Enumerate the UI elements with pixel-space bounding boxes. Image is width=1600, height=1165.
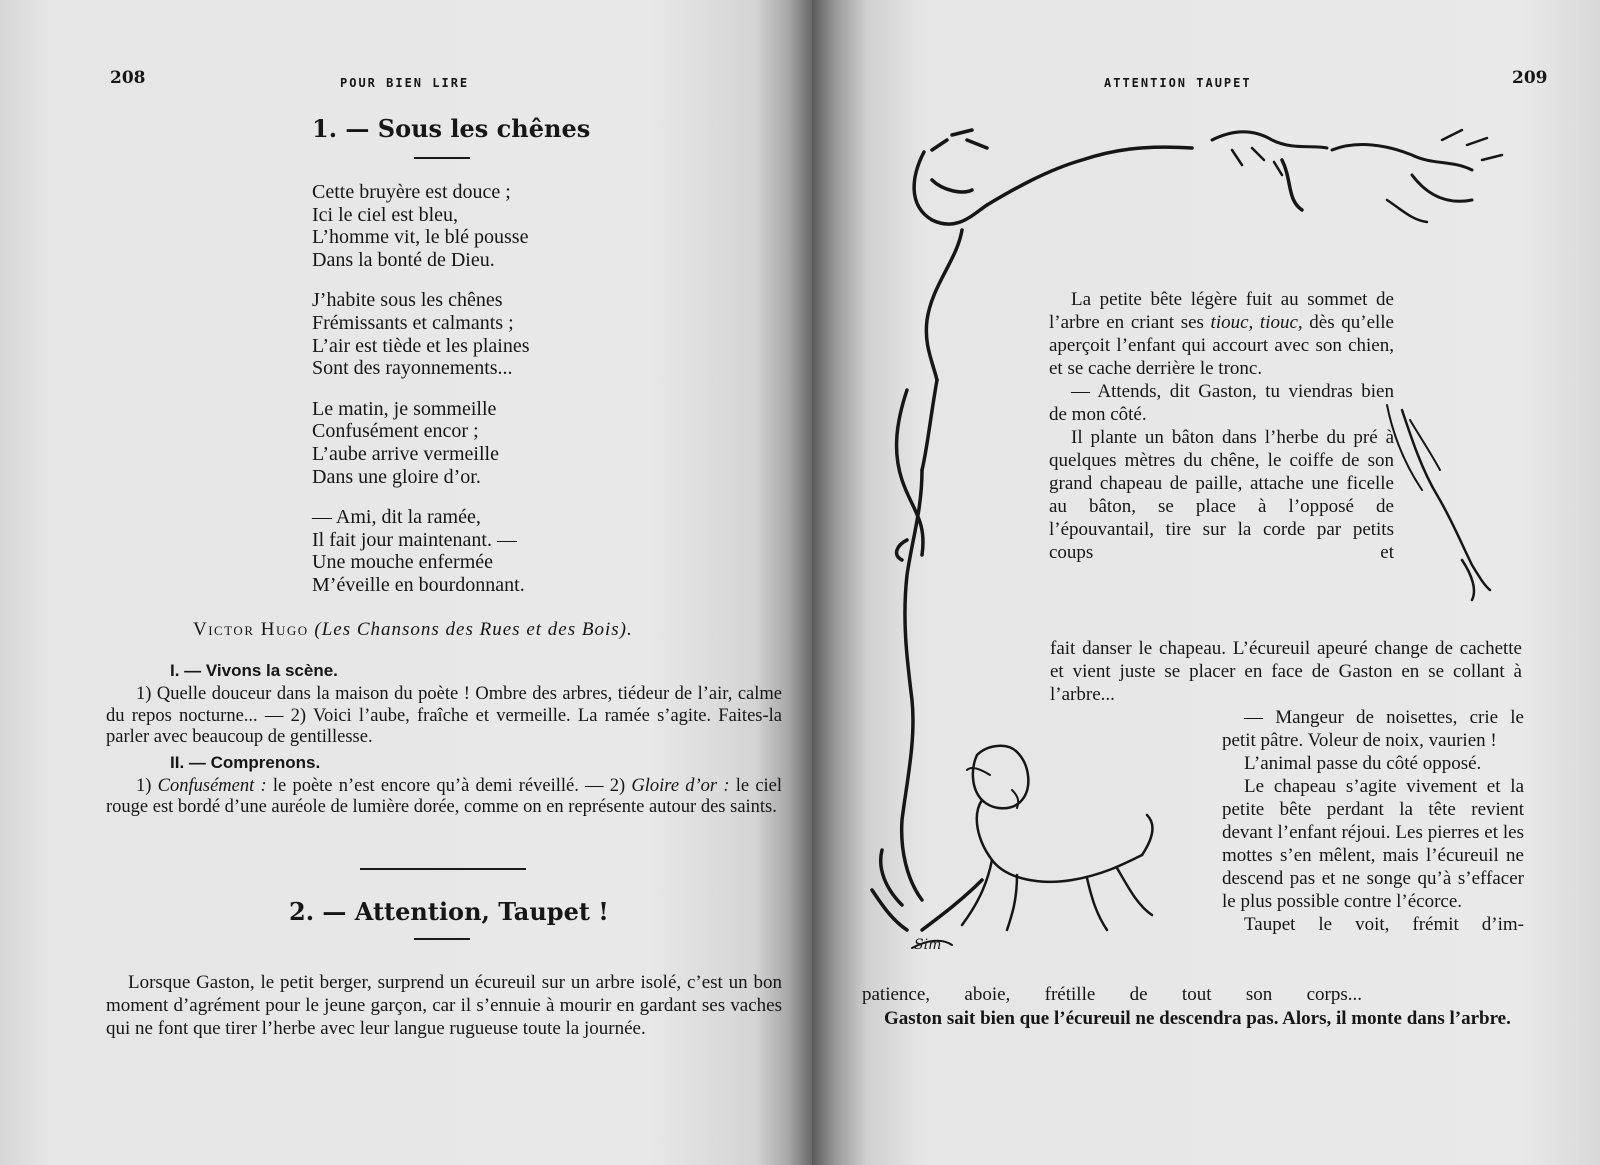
tree-branch-curl	[914, 152, 987, 224]
poem-stanza	[312, 289, 530, 379]
poem-line: Il fait jour maintenant. —	[312, 528, 517, 551]
paragraph-gaston-says: — Attends, dit Gaston, tu viendras bien de mon côté.	[1049, 381, 1394, 425]
paragraph-shepherd-cries: — Mangeur de noisettes, crie le petit pâtre. Voleur de noix, vaurien !	[1222, 707, 1524, 751]
text-block-e	[862, 1007, 1524, 1030]
paragraph-hat-dance: fait danser le chapeau. L’écureuil apeuré change de cachette et vient juste se placer en face de Gaston en se collant à l’arbre...	[1050, 638, 1522, 705]
italic-term: Confusément :	[157, 775, 267, 796]
tree-trunk-left	[902, 470, 922, 900]
paragraph-squirrel-flees	[1049, 288, 1394, 380]
work-title: (Les Chansons des Rues et des Bois).	[314, 619, 633, 640]
poem-line: Dans la bonté de Dieu.	[312, 248, 495, 271]
text-run: La petite bête légère fuit au sommet de l’arbre en criant ses	[1049, 289, 1394, 333]
running-head-left: POUR BIEN LIRE	[340, 76, 470, 90]
poem-stanza	[312, 506, 530, 596]
author: Victor Hugo	[193, 619, 309, 640]
section-divider	[360, 868, 526, 870]
question-heading-2: II. — Comprenons.	[170, 752, 321, 772]
paragraph-animal-passes: L’animal passe du côté opposé.	[1244, 753, 1482, 774]
poem	[312, 181, 530, 615]
poem-line: Le matin, je sommeille	[312, 397, 497, 420]
paragraph-hat-shakes: Le chapeau s’agite vivement et la petite bête perdant la tête revient devant l’enfant réjoui. Les pierres et les mottes s’en mêlent, mais l’écureuil ne descend pas et ne songe qu’à s’effacer le plus possible contre l’écorce.	[1222, 776, 1524, 912]
section-title: 2. — Attention, Taupet !	[289, 897, 609, 926]
illustration-signature: Sim	[914, 937, 942, 953]
poem-stanza	[312, 398, 530, 488]
poem-line: Dans une gloire d’or.	[312, 465, 481, 488]
poem-line: Frémissants et calmants ;	[312, 311, 514, 334]
text-block-a	[1049, 288, 1394, 564]
dog-tail	[1142, 815, 1152, 855]
text-run: 1)	[136, 775, 158, 796]
questions-block	[106, 661, 782, 819]
poem-line: Sont des rayonnements...	[312, 357, 513, 380]
text-run: dès qu’elle aperçoit l’enfant qui accourt avec son chien, et se cache derrière le tronc.	[1049, 312, 1394, 379]
poem-line: M’éveille en bourdonnant.	[312, 573, 525, 596]
page-number-right: 209	[1512, 68, 1548, 88]
squirrel-tail	[1402, 410, 1490, 590]
poem-line: Cette bruyère est douce ;	[312, 181, 511, 203]
poem-line: Une mouche enfermée	[312, 551, 494, 574]
page-number-left: 208	[110, 68, 146, 88]
section-title-rule	[414, 938, 470, 940]
text-block-b	[1050, 637, 1522, 706]
italic-term: tiouc, tiouc,	[1210, 312, 1303, 333]
paragraph-plants-stick: Il plante un bâton dans l’herbe du pré à quelques mètres du chêne, le coiffe de son grand chapeau de paille, attache une ficelle au bâton, se place à l’opposé de l’épouvantail, tire sur la corde par petits coups et	[1049, 427, 1394, 563]
right-page	[812, 0, 1600, 1165]
poem-line: — Ami, dit la ramée,	[312, 506, 481, 529]
title-rule	[414, 157, 470, 159]
text-run: le ciel rouge est bordé d’une auréole de lumière dorée, comme on en représente autour des saints.	[106, 775, 783, 817]
poem-attribution	[193, 619, 633, 641]
poem-line: L’air est tiède et les plaines	[312, 334, 530, 357]
text-run: le poète n’est encore qu’à demi réveillé. — 2)	[266, 775, 632, 796]
paragraph-taupet-sees: Taupet le voit, frémit d’im-	[1244, 914, 1524, 935]
text-block-c	[1222, 706, 1524, 936]
poem-stanza	[312, 181, 530, 271]
tree-branch-upper	[987, 147, 1192, 205]
running-head-right: ATTENTION TAUPET	[1104, 76, 1252, 90]
poem-line: Confusément encor ;	[312, 420, 479, 443]
dog-head	[973, 746, 1028, 808]
poem-line: L’aube arrive vermeille	[312, 442, 499, 465]
poem-title: 1. — Sous les chênes	[312, 114, 591, 143]
italic-term: Gloire d’or :	[631, 775, 730, 796]
intro-text: Lorsque Gaston, le petit berger, surprend un écureuil sur un arbre isolé, c’est un bon moment d’agrément pour le jeune garçon, car il s’ennuie à mourir en gardant ses vaches qui ne font que tirer l’herbe avec leur langue rugueuse toute la journée.	[106, 972, 782, 1039]
tree-trunk-top	[926, 230, 962, 380]
poem-line: L’homme vit, le blé pousse	[312, 226, 529, 249]
question-heading-1: I. — Vivons la scène.	[170, 661, 338, 680]
paragraph-gaston-climbs: Gaston sait bien que l’écureuil ne descendra pas. Alors, il monte dans l’arbre.	[884, 1008, 1511, 1029]
intro-paragraph	[106, 971, 782, 1040]
question-text-2	[106, 776, 782, 819]
question-text-1: 1) Quelle douceur dans la maison du poète ! Ombre des arbres, tiédeur de l’air, calme du repos nocturne... — 2) Voici l’aube, fraîche et vermeille. La ramée s’agite. Faites-la parler avec beaucoup de gentillesse.	[106, 684, 782, 747]
text-block-d	[862, 983, 1362, 1006]
paragraph-impatience: patience, aboie, frétille de tout son corps...	[862, 984, 1362, 1005]
poem-line: J’habite sous les chênes	[312, 289, 503, 312]
poem-line: Ici le ciel est bleu,	[312, 203, 459, 226]
